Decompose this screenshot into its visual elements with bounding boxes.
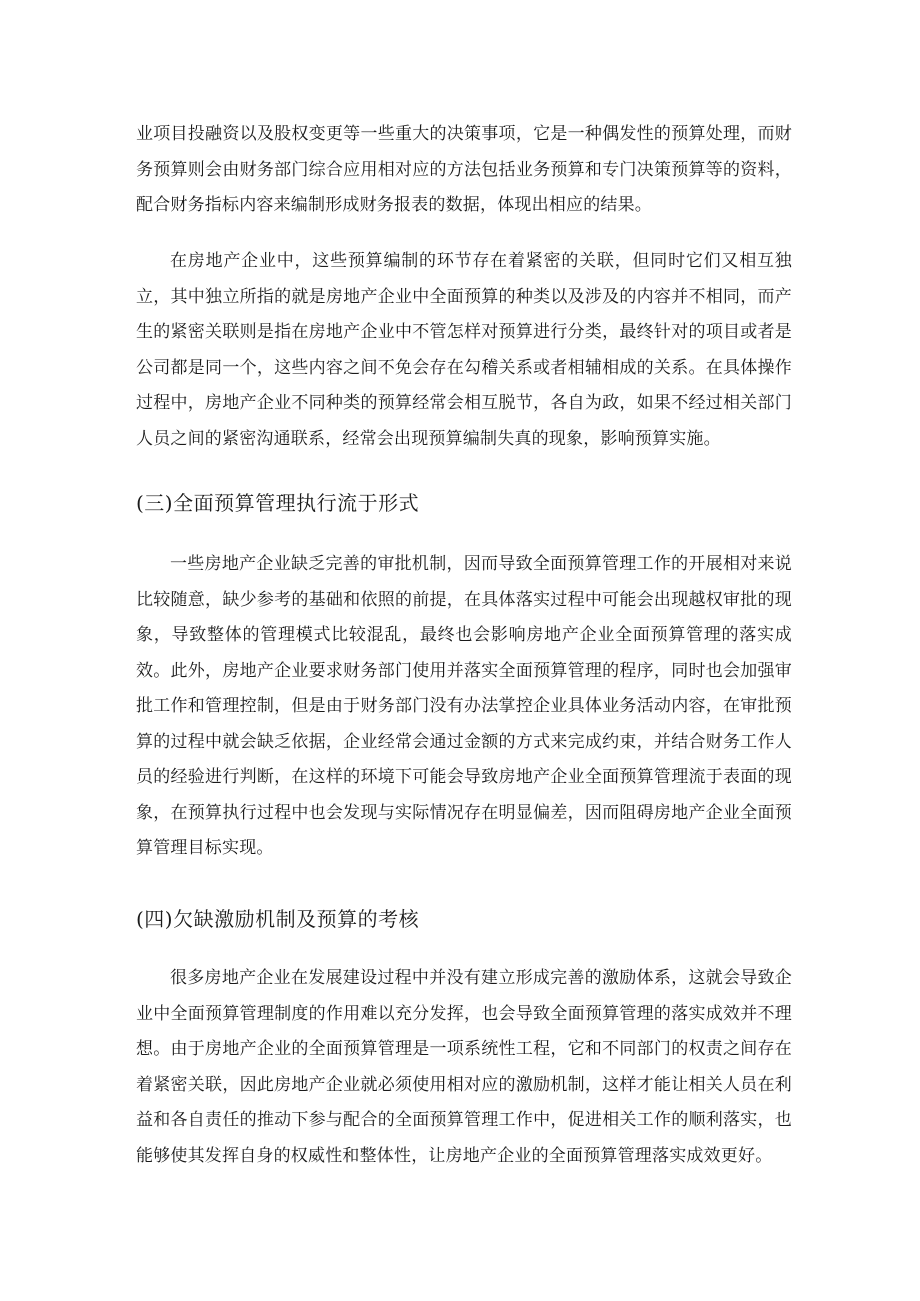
section-heading-4: (四)欠缺激励机制及预算的考核	[136, 907, 420, 931]
paragraph-approval-mechanism: 一些房地产企业缺乏完善的审批机制，因而导致全面预算管理工作的开展相对来说比较随意，缺少参考的基础和依照的前提，在具体落实过程中可能会出现越权审批的现象，导致整体的管理模式比较混乱，最终也会影响房地产企业全面预算管理的落实成效。此外，房地产企业要求财务部门使用并落实全面预算管理的程序，同时也会加强审批工作和管理控制，但是由于财务部门没有办法掌控企业具体业务活动内容，在审批预算的过程中就会缺乏依据，企业经常会通过金额的方式来完成约束，并结合财务工作人员的经验进行判断，在这样的环境下可能会导致房地产企业全面预算管理流于表面的现象，在预算执行过程中也会发现与实际情况存在明显偏差，因而阻碍房地产企业全面预算管理目标实现。	[136, 554, 792, 858]
paragraph-incentive-mechanism: 很多房地产企业在发展建设过程中并没有建立形成完善的激励体系，这就会导致企业中全面预算管理制度的作用难以充分发挥，也会导致全面预算管理的落实成效并不理想。由于房地产企业的全面预算管理是一项系统性工程，它和不同部门的权责之间存在着紧密关联，因此房地产企业就必须使用相对应的激励机制，这样才能让相关人员在利益和各自责任的推动下参与配合的全面预算管理工作中，促进相关工作的顺利落实，也能够使其发挥自身的权威性和整体性，让房地产企业的全面预算管理落实成效更好。	[136, 968, 792, 1166]
paragraph-budget-linkage: 在房地产企业中，这些预算编制的环节存在着紧密的关联，但同时它们又相互独立，其中独立所指的就是房地产企业中全面预算的种类以及涉及的内容并不相同，而产生的紧密关联则是指在房地产企业中不管怎样对预算进行分类，最终针对的项目或者是公司都是同一个，这些内容之间不免会存在勾稽关系或者相辅相成的关系。在具体操作过程中，房地产企业不同种类的预算经常会相互脱节，各自为政，如果不经过相关部门人员之间的紧密沟通联系，经常会出现预算编制失真的现象，影响预算实施。	[136, 251, 792, 449]
paragraph-continued: 业项目投融资以及股权变更等一些重大的决策事项，它是一种偶发性的预算处理，而财务预算则会由财务部门综合应用相对应的方法包括业务预算和专门决策预算等的资料，配合财务指标内容来编制形成财务报表的数据，体现出相应的结果。	[136, 124, 792, 215]
section-heading-3: (三)全面预算管理执行流于形式	[136, 491, 420, 515]
